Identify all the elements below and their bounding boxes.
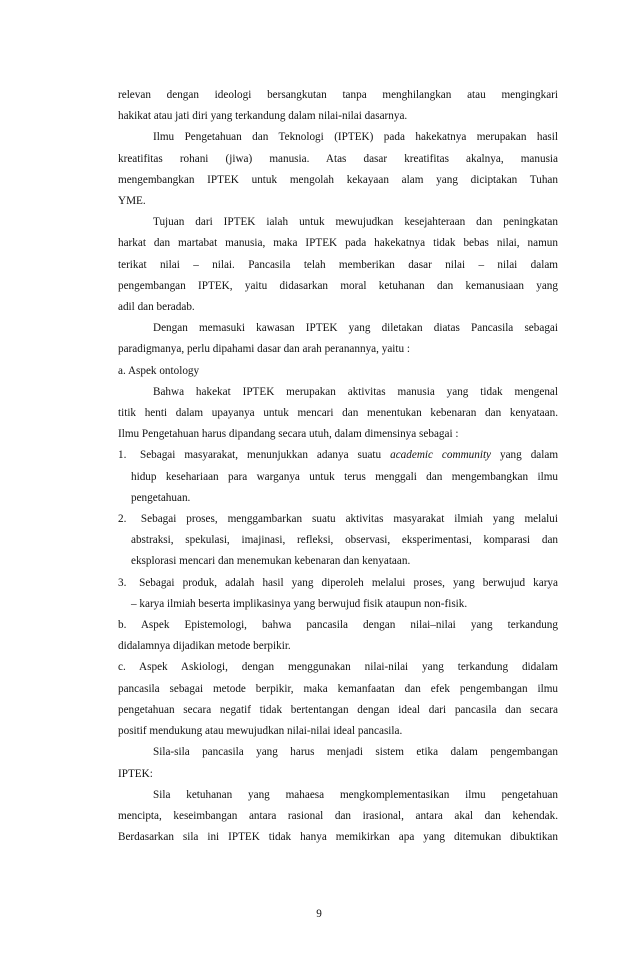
- text-segment: yang dalam: [500, 449, 559, 462]
- section-heading-epistemologi: b. Aspek Epistemologi, bahwa pancasila dengan nilai–nilai yang terkandung: [118, 619, 558, 632]
- text-line: pengetahuan secara negatif tidak bertentangan dengan ideal dari pancasila dan secara: [118, 703, 558, 716]
- text-line: hakikat atau jati diri yang terkandung dalam nilai-nilai dasarnya.: [118, 110, 408, 123]
- text-line: adil dan beradab.: [118, 301, 195, 314]
- text-line: eksplorasi mencari dan menemukan kebenaran dan kenyataan.: [131, 555, 411, 568]
- text-line: Ilmu Pengetahuan harus dipandang secara utuh, dalam dimensinya sebagai :: [118, 428, 459, 441]
- section-heading-askiologi: c. Aspek Askiologi, dengan menggunakan nilai-nilai yang terkandung didalam: [118, 661, 558, 674]
- text-line: abstraksi, spekulasi, imajinasi, refleksi, observasi, eksperimentasi, komparasi dan: [131, 534, 558, 547]
- text-line: pancasila sebagai metode berpikir, maka kemanfaatan dan efek pengembangan ilmu: [118, 682, 558, 695]
- page-number: 9: [316, 908, 322, 920]
- list-number: 1.: [118, 449, 127, 462]
- text-line: – karya ilmiah beserta implikasinya yang berwujud fisik ataupun non-fisik.: [131, 597, 468, 610]
- text-line: Ilmu Pengetahuan dan Teknologi (IPTEK) pada hakekatnya merupakan hasil: [153, 131, 558, 144]
- text-line: YME.: [118, 195, 146, 208]
- list-number: 2.: [118, 513, 127, 526]
- text-line: Sila ketuhanan yang mahaesa mengkomplementasikan ilmu pengetahuan: [153, 788, 558, 801]
- text-line: Bahwa hakekat IPTEK merupakan aktivitas manusia yang tidak mengenal: [153, 385, 558, 398]
- text-line: titik henti dalam upayanya untuk mencari dan menentukan kebenaran dan kenyataan.: [118, 407, 558, 420]
- text-line: Sila-sila pancasila yang harus menjadi sistem etika dalam pengembangan: [153, 746, 558, 759]
- list-item-1: [118, 445, 558, 466]
- text-line: didalamnya dijadikan metode berpikir.: [118, 640, 291, 653]
- list-item-3: [118, 573, 558, 594]
- text-line: pengetahuan.: [131, 491, 191, 504]
- italic-term: academic community: [390, 449, 492, 462]
- text-line: harkat dan martabat manusia, maka IPTEK pada hakekatnya tidak bebas nilai, namun: [118, 237, 558, 250]
- text-segment: Sebagai proses, menggambarkan suatu aktivitas masyarakat ilmiah yang melalui: [140, 513, 558, 526]
- text-line: IPTEK:: [118, 767, 153, 780]
- section-heading-ontology: a. Aspek ontology: [118, 364, 200, 377]
- text-line: hidup kesehariaan para warganya untuk terus menggali dan mengembangkan ilmu: [131, 470, 558, 483]
- text-line: mencipta, keseimbangan antara rasional dan irasional, antara akal dan kehendak.: [118, 809, 558, 822]
- text-line: pengembangan IPTEK, yaitu didasarkan moral ketuhanan dan kemanusiaan yang: [118, 279, 558, 292]
- text-line: Berdasarkan sila ini IPTEK tidak hanya memikirkan apa yang ditemukan dibuktikan: [118, 831, 558, 844]
- text-segment: Sebagai produk, adalah hasil yang diperoleh melalui proses, yang berwujud karya: [139, 576, 558, 589]
- text-line: relevan dengan ideologi bersangkutan tanpa menghilangkan atau mengingkari: [118, 89, 558, 101]
- list-number: 3.: [118, 576, 127, 589]
- text-segment: Sebagai masyarakat, menunjukkan adanya suatu: [139, 449, 382, 462]
- text-line: Tujuan dari IPTEK ialah untuk mewujudkan kesejahteraan dan peningkatan: [153, 216, 558, 229]
- text-line: kreatifitas rohani (jiwa) manusia. Atas dasar kreatifitas akalnya, manusia: [118, 152, 558, 165]
- text-line: mengembangkan IPTEK untuk mengolah kekayaan alam yang diciptakan Tuhan: [118, 173, 558, 186]
- body-text: [118, 85, 558, 848]
- text-line: paradigmanya, perlu dipahami dasar dan arah peranannya, yaitu :: [118, 343, 410, 356]
- list-item-2: [118, 509, 558, 530]
- text-line: Dengan memasuki kawasan IPTEK yang diletakan diatas Pancasila sebagai: [153, 322, 558, 335]
- text-line: terikat nilai – nilai. Pancasila telah memberikan dasar nilai – nilai dalam: [118, 258, 558, 271]
- text-line: positif mendukung atau mewujudkan nilai-nilai ideal pancasila.: [118, 725, 403, 738]
